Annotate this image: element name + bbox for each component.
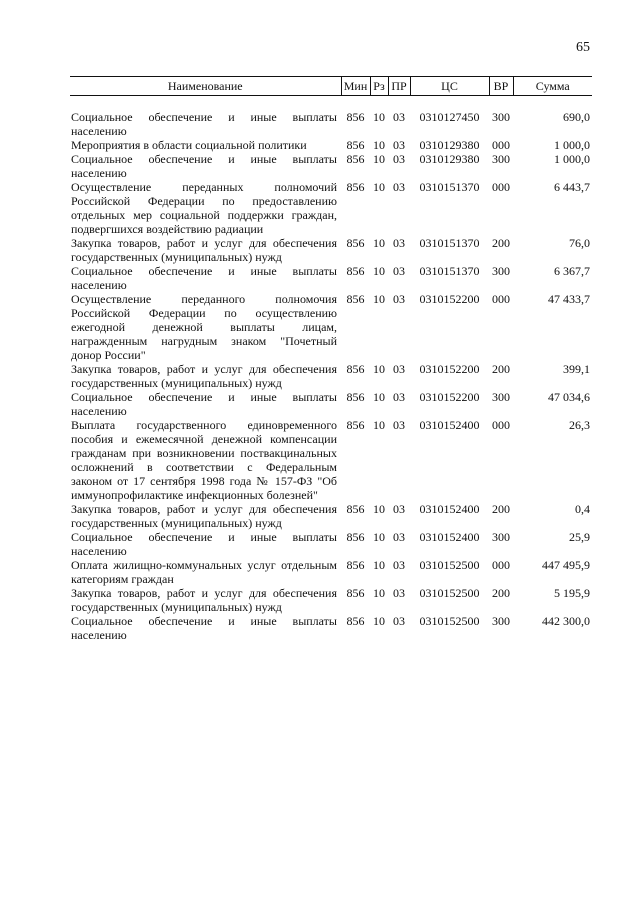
- cell-name: Закупка товаров, работ и услуг для обеспечения государственных (муниципальных) нужд: [71, 362, 337, 390]
- cell-vr: 300: [492, 614, 510, 628]
- table-row: [70, 152, 592, 180]
- cell-min: 856: [346, 362, 365, 376]
- table-row: [70, 530, 592, 558]
- cell-cs: 0310152400: [419, 502, 480, 516]
- cell-pr: 03: [393, 236, 405, 250]
- cell-cs: 0310127450: [419, 110, 480, 124]
- header-sum: Сумма: [513, 77, 592, 96]
- cell-pr: 03: [393, 418, 405, 432]
- cell-sum: 1 000,0: [554, 152, 590, 166]
- cell-min: 856: [346, 292, 365, 306]
- cell-name: Социальное обеспечение и иные выплаты населению: [71, 110, 337, 138]
- cell-name: Закупка товаров, работ и услуг для обеспечения государственных (муниципальных) нужд: [71, 236, 337, 264]
- cell-sum: 1 000,0: [554, 138, 590, 152]
- cell-name: Осуществление переданных полномочий Российской Федерации по предоставлению отдельных мер социальной поддержки граждан, подвергшихся воздействию радиации: [71, 180, 337, 236]
- cell-vr: 000: [492, 418, 510, 432]
- cell-name: Социальное обеспечение и иные выплаты населению: [71, 390, 337, 418]
- cell-sum: 6 367,7: [554, 264, 590, 278]
- table-row: [70, 614, 592, 642]
- cell-pr: 03: [393, 614, 405, 628]
- cell-rz: 10: [373, 362, 385, 376]
- table-row: [70, 390, 592, 418]
- table-row: [70, 362, 592, 390]
- cell-cs: 0310152500: [419, 586, 480, 600]
- cell-sum: 47 034,6: [548, 390, 590, 404]
- cell-rz: 10: [373, 292, 385, 306]
- cell-rz: 10: [373, 236, 385, 250]
- cell-cs: 0310152400: [419, 418, 480, 432]
- header-pr: ПР: [388, 77, 410, 96]
- cell-min: 856: [346, 152, 365, 166]
- cell-vr: 200: [492, 502, 510, 516]
- header-name: Наименование: [70, 77, 341, 96]
- header-rz: Рз: [370, 77, 388, 96]
- cell-cs: 0310129380: [419, 138, 480, 152]
- cell-min: 856: [346, 558, 365, 572]
- cell-cs: 0310151370: [419, 180, 480, 194]
- table-body: [70, 96, 592, 643]
- cell-sum: 447 495,9: [542, 558, 590, 572]
- cell-min: 856: [346, 586, 365, 600]
- cell-vr: 300: [492, 530, 510, 544]
- cell-rz: 10: [373, 502, 385, 516]
- cell-cs: 0310152500: [419, 614, 480, 628]
- cell-sum: 690,0: [563, 110, 590, 124]
- table-row: [70, 264, 592, 292]
- cell-vr: 300: [492, 264, 510, 278]
- cell-name: Выплата государственного единовременного пособия и ежемесячной денежной компенсации гражданам при возникновении поствакцинальных осложнений в соответствии с Федеральным законом от 17 сентября 1998 года № 157-ФЗ "Об иммунопрофилактике инфекционных болезней": [71, 418, 337, 502]
- cell-name: Мероприятия в области социальной политики: [71, 138, 307, 152]
- cell-name: Закупка товаров, работ и услуг для обеспечения государственных (муниципальных) нужд: [71, 586, 337, 614]
- header-min: Мин: [341, 77, 370, 96]
- cell-vr: 200: [492, 586, 510, 600]
- cell-sum: 6 443,7: [554, 180, 590, 194]
- table-row: [70, 558, 592, 586]
- cell-name: Социальное обеспечение и иные выплаты населению: [71, 614, 337, 642]
- table-row: [70, 418, 592, 502]
- cell-vr: 000: [492, 138, 510, 152]
- cell-vr: 200: [492, 362, 510, 376]
- cell-rz: 10: [373, 530, 385, 544]
- cell-cs: 0310129380: [419, 152, 480, 166]
- cell-cs: 0310151370: [419, 264, 480, 278]
- cell-name: Закупка товаров, работ и услуг для обеспечения государственных (муниципальных) нужд: [71, 502, 337, 530]
- cell-vr: 000: [492, 180, 510, 194]
- cell-sum: 0,4: [575, 502, 590, 516]
- cell-name: Осуществление переданного полномочия Российской Федерации по осуществлению ежегодной денежной выплаты лицам, награжденным нагрудным знаком "Почетный донор России": [71, 292, 337, 362]
- cell-min: 856: [346, 138, 365, 152]
- cell-rz: 10: [373, 418, 385, 432]
- cell-pr: 03: [393, 180, 405, 194]
- cell-name: Оплата жилищно-коммунальных услуг отдельным категориям граждан: [71, 558, 337, 586]
- header-gap: [70, 96, 592, 111]
- cell-pr: 03: [393, 586, 405, 600]
- cell-min: 856: [346, 418, 365, 432]
- cell-pr: 03: [393, 138, 405, 152]
- cell-sum: 442 300,0: [542, 614, 590, 628]
- cell-rz: 10: [373, 558, 385, 572]
- cell-rz: 10: [373, 614, 385, 628]
- cell-min: 856: [346, 180, 365, 194]
- cell-pr: 03: [393, 502, 405, 516]
- cell-sum: 399,1: [563, 362, 590, 376]
- cell-rz: 10: [373, 390, 385, 404]
- page-number: 65: [576, 40, 590, 55]
- cell-pr: 03: [393, 152, 405, 166]
- table-row: [70, 502, 592, 530]
- cell-vr: 300: [492, 390, 510, 404]
- table-row: [70, 236, 592, 264]
- cell-rz: 10: [373, 586, 385, 600]
- cell-pr: 03: [393, 558, 405, 572]
- cell-sum: 47 433,7: [548, 292, 590, 306]
- cell-rz: 10: [373, 264, 385, 278]
- cell-rz: 10: [373, 138, 385, 152]
- table-row: [70, 138, 592, 152]
- cell-vr: 000: [492, 292, 510, 306]
- cell-cs: 0310152200: [419, 362, 480, 376]
- cell-vr: 300: [492, 110, 510, 124]
- table-row: [70, 586, 592, 614]
- header-vr: ВР: [489, 77, 513, 96]
- cell-rz: 10: [373, 152, 385, 166]
- cell-vr: 300: [492, 152, 510, 166]
- table-row: [70, 110, 592, 138]
- cell-vr: 000: [492, 558, 510, 572]
- cell-min: 856: [346, 530, 365, 544]
- cell-cs: 0310152200: [419, 292, 480, 306]
- header-cs: ЦС: [410, 77, 489, 96]
- cell-sum: 5 195,9: [554, 586, 590, 600]
- cell-pr: 03: [393, 362, 405, 376]
- budget-table: [70, 76, 592, 642]
- cell-min: 856: [346, 236, 365, 250]
- cell-rz: 10: [373, 180, 385, 194]
- cell-sum: 76,0: [569, 236, 590, 250]
- cell-cs: 0310152200: [419, 390, 480, 404]
- cell-pr: 03: [393, 110, 405, 124]
- table-header: [70, 77, 592, 96]
- cell-min: 856: [346, 502, 365, 516]
- cell-sum: 25,9: [569, 530, 590, 544]
- cell-min: 856: [346, 614, 365, 628]
- cell-cs: 0310152400: [419, 530, 480, 544]
- cell-sum: 26,3: [569, 418, 590, 432]
- cell-min: 856: [346, 264, 365, 278]
- cell-rz: 10: [373, 110, 385, 124]
- cell-pr: 03: [393, 390, 405, 404]
- cell-pr: 03: [393, 530, 405, 544]
- cell-name: Социальное обеспечение и иные выплаты населению: [71, 530, 337, 558]
- cell-vr: 200: [492, 236, 510, 250]
- cell-min: 856: [346, 110, 365, 124]
- cell-min: 856: [346, 390, 365, 404]
- table-row: [70, 180, 592, 236]
- table-row: [70, 292, 592, 362]
- cell-cs: 0310152500: [419, 558, 480, 572]
- cell-name: Социальное обеспечение и иные выплаты населению: [71, 152, 337, 180]
- cell-pr: 03: [393, 292, 405, 306]
- cell-name: Социальное обеспечение и иные выплаты населению: [71, 264, 337, 292]
- cell-cs: 0310151370: [419, 236, 480, 250]
- cell-pr: 03: [393, 264, 405, 278]
